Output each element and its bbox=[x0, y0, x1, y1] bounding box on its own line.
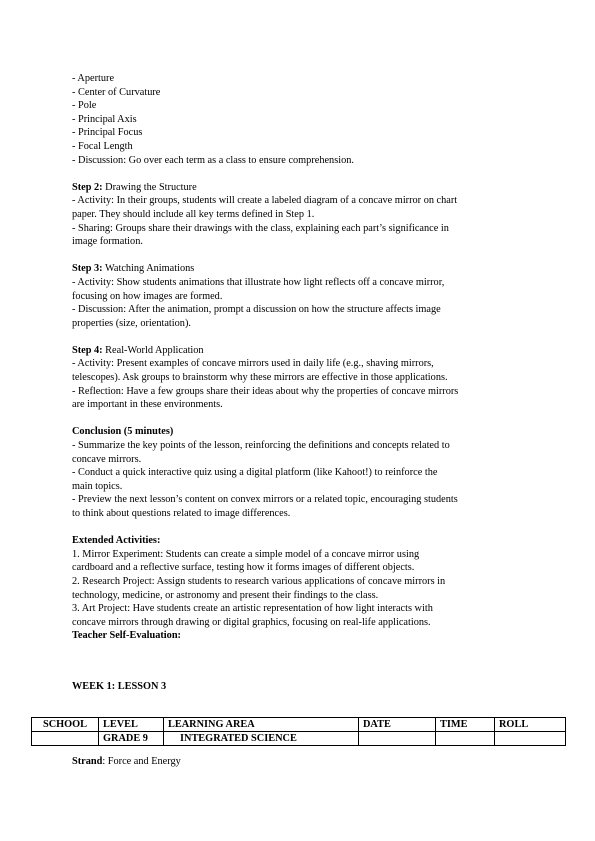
extended-line: 3. Art Project: Have students create an artistic representation of how light interacts with bbox=[72, 603, 433, 615]
lesson-content bbox=[72, 72, 532, 643]
cell-level: GRADE 9 bbox=[99, 732, 164, 746]
conclusion-section bbox=[72, 425, 532, 520]
step-4-line: - Reflection: Have a few groups share their ideas about why the properties of concave mirrors bbox=[72, 385, 459, 397]
strand-label: Strand bbox=[72, 756, 103, 767]
conclusion-line: - Preview the next lesson’s content on convex mirrors or a related topic, encouraging students bbox=[72, 494, 458, 506]
conclusion-line: to think about questions related to image differences. bbox=[72, 508, 291, 519]
step-3-section bbox=[72, 262, 532, 330]
table-row bbox=[32, 732, 566, 746]
header-time: TIME bbox=[436, 718, 495, 732]
strand-line bbox=[72, 756, 181, 767]
header-learning-area: LEARNING AREA bbox=[164, 718, 359, 732]
step-3-line: - Activity: Show students animations that illustrate how light reflects off a concave mirror, bbox=[72, 276, 445, 288]
term-item: - Pole bbox=[72, 100, 97, 112]
term-item: - Principal Axis bbox=[72, 113, 137, 125]
cell-school bbox=[32, 732, 99, 746]
step-3-heading: Step 3: bbox=[72, 263, 103, 275]
extended-line: concave mirrors through drawing or digital graphics, focusing on real-life applications. bbox=[72, 616, 431, 628]
cell-roll bbox=[495, 732, 566, 746]
step-3-title: Watching Animations bbox=[102, 263, 195, 275]
step-4-line: are important in these environments. bbox=[72, 399, 223, 411]
header-level: LEVEL bbox=[99, 718, 164, 732]
key-terms-list bbox=[72, 72, 532, 167]
step-3-line: focusing on how images are formed. bbox=[72, 290, 223, 302]
step-4-heading: Step 4: bbox=[72, 344, 103, 356]
step-3-line: - Discussion: After the animation, prompt a discussion on how the structure affects image bbox=[72, 304, 441, 316]
conclusion-heading: Conclusion (5 minutes) bbox=[72, 426, 174, 438]
header-date: DATE bbox=[359, 718, 436, 732]
header-roll: ROLL bbox=[495, 718, 566, 732]
extended-line: 2. Research Project: Assign students to research various applications of concave mirrors in bbox=[72, 575, 446, 587]
extended-line: cardboard and a reflective surface, testing how it forms images of different objects. bbox=[72, 562, 415, 574]
extended-heading: Extended Activities: bbox=[72, 535, 161, 547]
step-4-section bbox=[72, 344, 532, 412]
step-2-line: - Sharing: Groups share their drawings with the class, explaining each part’s significance in bbox=[72, 222, 449, 234]
table-header-row bbox=[32, 718, 566, 732]
step-2-heading: Step 2: bbox=[72, 181, 103, 193]
step-4-line: telescopes). Ask groups to brainstorm why these mirrors are effective in those applications. bbox=[72, 372, 448, 384]
conclusion-line: main topics. bbox=[72, 480, 123, 492]
conclusion-line: - Conduct a quick interactive quiz using a digital platform (like Kahoot!) to reinforce the bbox=[72, 467, 438, 479]
extended-line: technology, medicine, or astronomy and present their findings to the class. bbox=[72, 589, 379, 601]
week-lesson-title: WEEK 1: LESSON 3 bbox=[72, 681, 167, 692]
step-3-line: properties (size, orientation). bbox=[72, 317, 191, 329]
cell-date bbox=[359, 732, 436, 746]
step-2-line: image formation. bbox=[72, 236, 143, 248]
step-2-title: Drawing the Structure bbox=[102, 181, 197, 193]
step-4-title: Real-World Application bbox=[102, 344, 204, 356]
step-2-line: - Activity: In their groups, students will create a labeled diagram of a concave mirror on chart bbox=[72, 195, 458, 207]
step-2-section bbox=[72, 181, 532, 249]
step-2-line: paper. They should include all key terms defined in Step 1. bbox=[72, 208, 315, 220]
extended-activities-section bbox=[72, 534, 532, 643]
conclusion-line: concave mirrors. bbox=[72, 453, 142, 465]
term-item: - Center of Curvature bbox=[72, 86, 161, 98]
lesson-info-table bbox=[31, 717, 566, 746]
cell-learning-area: INTEGRATED SCIENCE bbox=[164, 732, 359, 746]
term-item: - Aperture bbox=[72, 73, 115, 84]
conclusion-line: - Summarize the key points of the lesson, reinforcing the definitions and concepts related to bbox=[72, 440, 450, 452]
term-discussion: - Discussion: Go over each term as a class to ensure comprehension. bbox=[72, 154, 354, 166]
header-school: SCHOOL bbox=[32, 718, 99, 732]
step-4-line: - Activity: Present examples of concave mirrors used in daily life (e.g., shaving mirrors, bbox=[72, 358, 434, 370]
cell-time bbox=[436, 732, 495, 746]
term-item: - Principal Focus bbox=[72, 127, 143, 139]
strand-value: : Force and Energy bbox=[102, 756, 181, 767]
extended-line: 1. Mirror Experiment: Students can create a simple model of a concave mirror using bbox=[72, 548, 420, 560]
term-item: - Focal Length bbox=[72, 140, 133, 152]
self-evaluation-heading: Teacher Self-Evaluation: bbox=[72, 630, 181, 642]
